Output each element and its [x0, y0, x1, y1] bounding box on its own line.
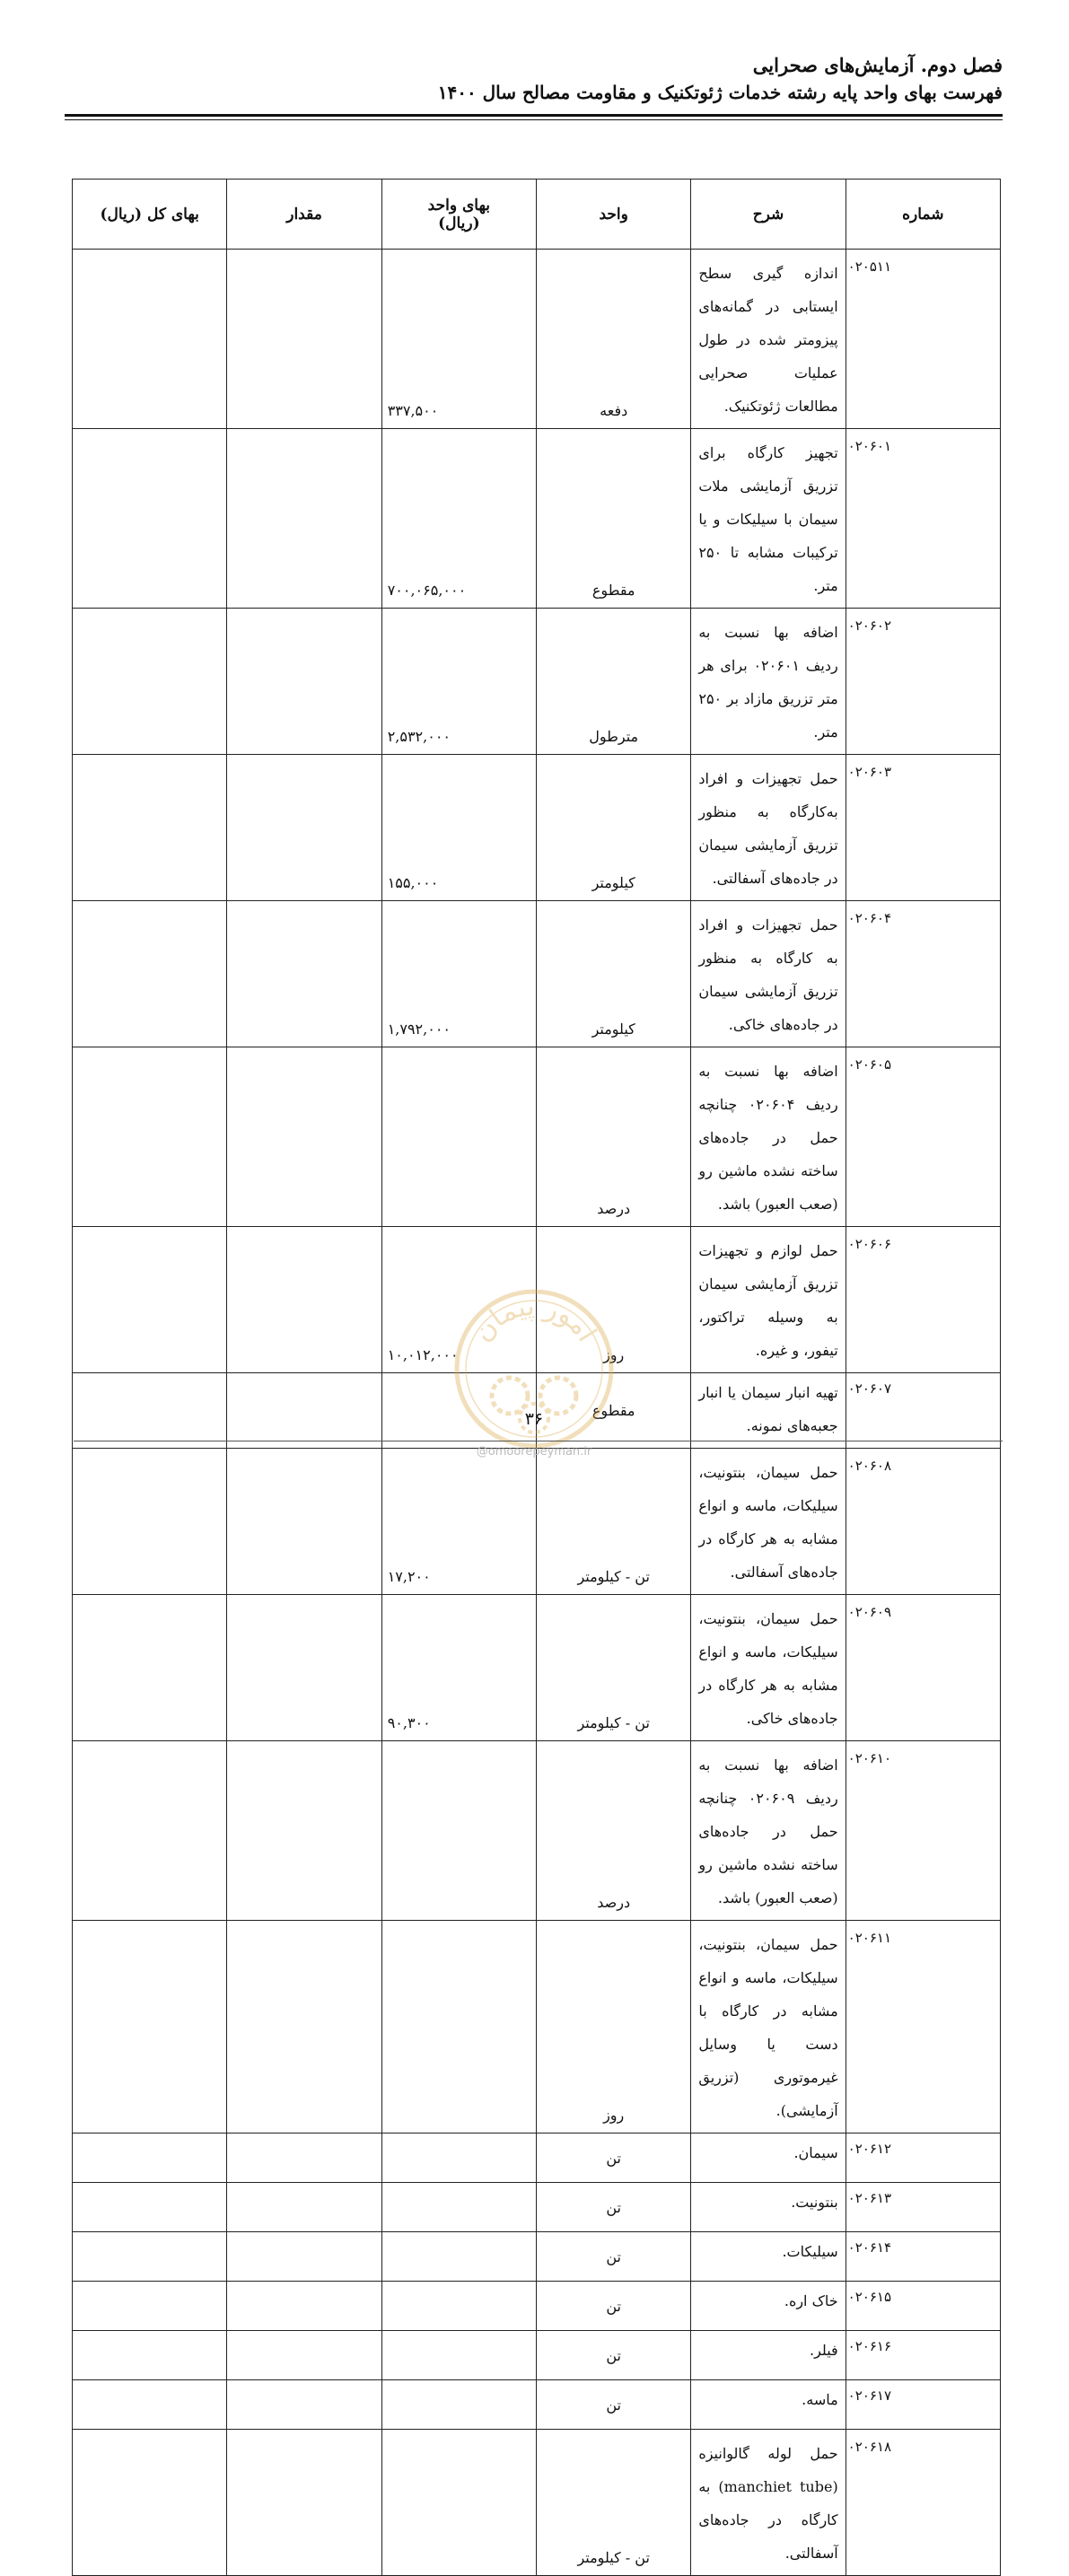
row-code: ۰۲۰۶۱۳ — [846, 2183, 1000, 2232]
row-unit: دفعه — [537, 250, 691, 429]
row-total — [73, 1227, 227, 1373]
column-header-description: شرح — [691, 180, 846, 250]
row-description: سیلیکات. — [691, 2232, 846, 2282]
row-description: اضافه بها نسبت به ردیف ۰۲۰۶۰۴ چنانچه حمل در جاده‌های ساخته نشده ماشین رو (صعب العبور) باشد. — [691, 1047, 846, 1227]
row-code: ۰۲۰۶۰۳ — [846, 755, 1000, 901]
table-header-row — [73, 180, 1001, 250]
table-row — [73, 2232, 1001, 2282]
table-row — [73, 429, 1001, 609]
table-row — [73, 2380, 1001, 2430]
row-unit-price: ۱,۷۹۲,۰۰۰ — [381, 901, 536, 1047]
row-code: ۰۲۰۶۰۴ — [846, 901, 1000, 1047]
row-total — [73, 1449, 227, 1595]
row-total — [73, 2380, 227, 2430]
table-row — [73, 609, 1001, 755]
table-row — [73, 2282, 1001, 2331]
row-total — [73, 1373, 227, 1449]
row-unit-price: ۱۵۵,۰۰۰ — [381, 755, 536, 901]
row-code: ۰۲۰۶۱۴ — [846, 2232, 1000, 2282]
row-unit: تن — [537, 2331, 691, 2380]
row-total — [73, 755, 227, 901]
row-code: ۰۲۰۵۱۱ — [846, 250, 1000, 429]
row-total — [73, 250, 227, 429]
row-quantity — [227, 609, 381, 755]
unit-price-currency: (ریال) — [438, 214, 480, 232]
column-header-code: شماره — [846, 180, 1000, 250]
row-description: سیمان. — [691, 2134, 846, 2183]
page-number: ۳۶ — [524, 1409, 544, 1429]
row-description: حمل تجهیزات و افراد به‌کارگاه به منظور تزریق آزمایشی سیمان در جاده‌های آسفالتی. — [691, 755, 846, 901]
row-total — [73, 609, 227, 755]
row-unit-price: ۹۰,۳۰۰ — [381, 1595, 536, 1741]
row-unit: مترطول — [537, 609, 691, 755]
row-total — [73, 901, 227, 1047]
row-unit: مقطوع — [537, 429, 691, 609]
row-unit-price: ۱۷,۲۰۰ — [381, 1449, 536, 1595]
row-quantity — [227, 1921, 381, 2134]
row-quantity — [227, 250, 381, 429]
row-total — [73, 2232, 227, 2282]
row-description: اضافه بها نسبت به ردیف ۰۲۰۶۰۱ برای هر متر تزریق مازاد بر ۲۵۰ متر. — [691, 609, 846, 755]
row-unit-price — [381, 1741, 536, 1921]
row-unit-price — [381, 1921, 536, 2134]
row-unit: درصد — [537, 1741, 691, 1921]
column-header-total-price: بهای کل (ریال) — [73, 180, 227, 250]
row-quantity — [227, 1227, 381, 1373]
row-quantity — [227, 2430, 381, 2576]
row-unit-price — [381, 2282, 536, 2331]
row-total — [73, 1595, 227, 1741]
row-total — [73, 1047, 227, 1227]
website-watermark: @omoorepeyman.ir — [476, 1445, 592, 1459]
row-quantity — [227, 2232, 381, 2282]
row-unit: روز — [537, 1921, 691, 2134]
row-unit-price: ۲,۵۳۲,۰۰۰ — [381, 609, 536, 755]
row-unit: درصد — [537, 1047, 691, 1227]
row-unit-price — [381, 2331, 536, 2380]
row-total — [73, 2134, 227, 2183]
row-quantity — [227, 1595, 381, 1741]
row-description: اضافه بها نسبت به ردیف ۰۲۰۶۰۹ چنانچه حمل در جاده‌های ساخته نشده ماشین رو (صعب العبور) باشد. — [691, 1741, 846, 1921]
table-row — [73, 755, 1001, 901]
row-unit-price — [381, 2380, 536, 2430]
row-unit-price: ۳۳۷,۵۰۰ — [381, 250, 536, 429]
header-rule-thin — [65, 119, 1003, 120]
column-header-unit: واحد — [537, 180, 691, 250]
column-header-unit-price — [381, 180, 536, 250]
row-total — [73, 2331, 227, 2380]
row-unit: روز — [537, 1227, 691, 1373]
row-total — [73, 2430, 227, 2576]
row-description: حمل سیمان، بنتونیت، سیلیکات، ماسه و انواع مشابه به هر کارگاه در جاده‌های آسفالتی. — [691, 1449, 846, 1595]
row-code: ۰۲۰۶۱۷ — [846, 2380, 1000, 2430]
table-row — [73, 2430, 1001, 2576]
row-description: حمل سیمان، بنتونیت، سیلیکات، ماسه و انواع مشابه در کارگاه با دست یا وسایل غیرموتوری (تزریق آزمایشی). — [691, 1921, 846, 2134]
row-description: فیلر. — [691, 2331, 846, 2380]
row-unit: کیلومتر — [537, 901, 691, 1047]
row-unit: تن — [537, 2134, 691, 2183]
row-unit: مقطوع — [537, 1373, 691, 1449]
row-code: ۰۲۰۶۰۷ — [846, 1373, 1000, 1449]
row-quantity — [227, 2331, 381, 2380]
row-quantity — [227, 1047, 381, 1227]
row-description: اندازه‌ گیری سطح ایستابی در گمانه‌های پیزومتر شده در طول عملیات صحرایی مطالعات ژئوتکنیک. — [691, 250, 846, 429]
row-quantity — [227, 2282, 381, 2331]
row-description: حمل تجهیزات و افراد به کارگاه به منظور تزریق آزمایشی سیمان در جاده‌های خاکی. — [691, 901, 846, 1047]
document-subtitle: فهرست بهای واحد پایه رشته خدمات ژئوتکنیک و مقاومت مصالح سال ۱۴۰۰ — [437, 82, 1003, 103]
row-quantity — [227, 1741, 381, 1921]
row-code: ۰۲۰۶۱۸ — [846, 2430, 1000, 2576]
column-header-quantity: مقدار — [227, 180, 381, 250]
row-quantity — [227, 755, 381, 901]
row-quantity — [227, 901, 381, 1047]
row-description: تجهیز کارگاه برای تزریق آزمایشی ملات سیمان با سیلیکات و یا ترکیبات مشابه تا ۲۵۰ متر. — [691, 429, 846, 609]
watermark-text: امور پیمان — [466, 1290, 603, 1348]
row-description: بنتونیت. — [691, 2183, 846, 2232]
row-total — [73, 2183, 227, 2232]
row-unit: تن — [537, 2380, 691, 2430]
row-code: ۰۲۰۶۱۶ — [846, 2331, 1000, 2380]
table-row — [73, 2134, 1001, 2183]
row-quantity — [227, 2380, 381, 2430]
row-unit: تن - کیلومتر — [537, 1449, 691, 1595]
row-code: ۰۲۰۶۰۱ — [846, 429, 1000, 609]
row-unit: تن — [537, 2282, 691, 2331]
row-code: ۰۲۰۶۰۹ — [846, 1595, 1000, 1741]
row-unit: تن - کیلومتر — [537, 2430, 691, 2576]
row-unit-price — [381, 2183, 536, 2232]
row-code: ۰۲۰۶۰۵ — [846, 1047, 1000, 1227]
row-quantity — [227, 2134, 381, 2183]
row-quantity — [227, 1373, 381, 1449]
row-quantity — [227, 2183, 381, 2232]
row-description: ماسه. — [691, 2380, 846, 2430]
row-code: ۰۲۰۶۰۶ — [846, 1227, 1000, 1373]
row-code: ۰۲۰۶۱۵ — [846, 2282, 1000, 2331]
row-unit: تن - کیلومتر — [537, 1595, 691, 1741]
header-rule-thick — [65, 114, 1003, 117]
table-row — [73, 250, 1001, 429]
table-row — [73, 1921, 1001, 2134]
row-unit: تن — [537, 2232, 691, 2282]
row-unit-price — [381, 2232, 536, 2282]
row-description: تهیه انبار سیمان یا انبار جعبه‌های نمونه. — [691, 1373, 846, 1449]
unit-price-label: بهای واحد — [427, 196, 491, 215]
row-quantity — [227, 1449, 381, 1595]
row-code: ۰۲۰۶۰۲ — [846, 609, 1000, 755]
row-description: حمل لوله گالوانیزه (manchiet tube) به کارگاه در جاده‌های آسفالتی. — [691, 2430, 846, 2576]
chapter-title: فصل دوم. آزمایش‌های صحرایی — [752, 54, 1003, 76]
table-row — [73, 1741, 1001, 1921]
table-row — [73, 901, 1001, 1047]
row-description: حمل سیمان، بنتونیت، سیلیکات، ماسه و انواع مشابه به هر کارگاه در جاده‌های خاکی. — [691, 1595, 846, 1741]
row-unit-price — [381, 2134, 536, 2183]
row-total — [73, 2282, 227, 2331]
table-row — [73, 1227, 1001, 1373]
row-description: خاک اره. — [691, 2282, 846, 2331]
row-unit: تن — [537, 2183, 691, 2232]
row-total — [73, 429, 227, 609]
page-header — [65, 52, 1003, 106]
table-row — [73, 1595, 1001, 1741]
row-unit-price: ۷۰۰,۰۶۵,۰۰۰ — [381, 429, 536, 609]
row-code: ۰۲۰۶۱۲ — [846, 2134, 1000, 2183]
row-code: ۰۲۰۶۰۸ — [846, 1449, 1000, 1595]
row-total — [73, 1741, 227, 1921]
row-description: حمل لوازم و تجهیزات تزریق آزمایشی سیمان به وسیله تراکتور، تیفور، و غیره. — [691, 1227, 846, 1373]
row-code: ۰۲۰۶۱۱ — [846, 1921, 1000, 2134]
table-row — [73, 1047, 1001, 1227]
row-quantity — [227, 429, 381, 609]
row-total — [73, 1921, 227, 2134]
table-row — [73, 2183, 1001, 2232]
row-code: ۰۲۰۶۱۰ — [846, 1741, 1000, 1921]
price-list-table — [72, 179, 1001, 2576]
row-unit-price — [381, 1047, 536, 1227]
row-unit-price — [381, 2430, 536, 2576]
row-unit: کیلومتر — [537, 755, 691, 901]
row-unit-price: ۱۰,۰۱۲,۰۰۰ — [381, 1227, 536, 1373]
table-row — [73, 2331, 1001, 2380]
table-row — [73, 1449, 1001, 1595]
